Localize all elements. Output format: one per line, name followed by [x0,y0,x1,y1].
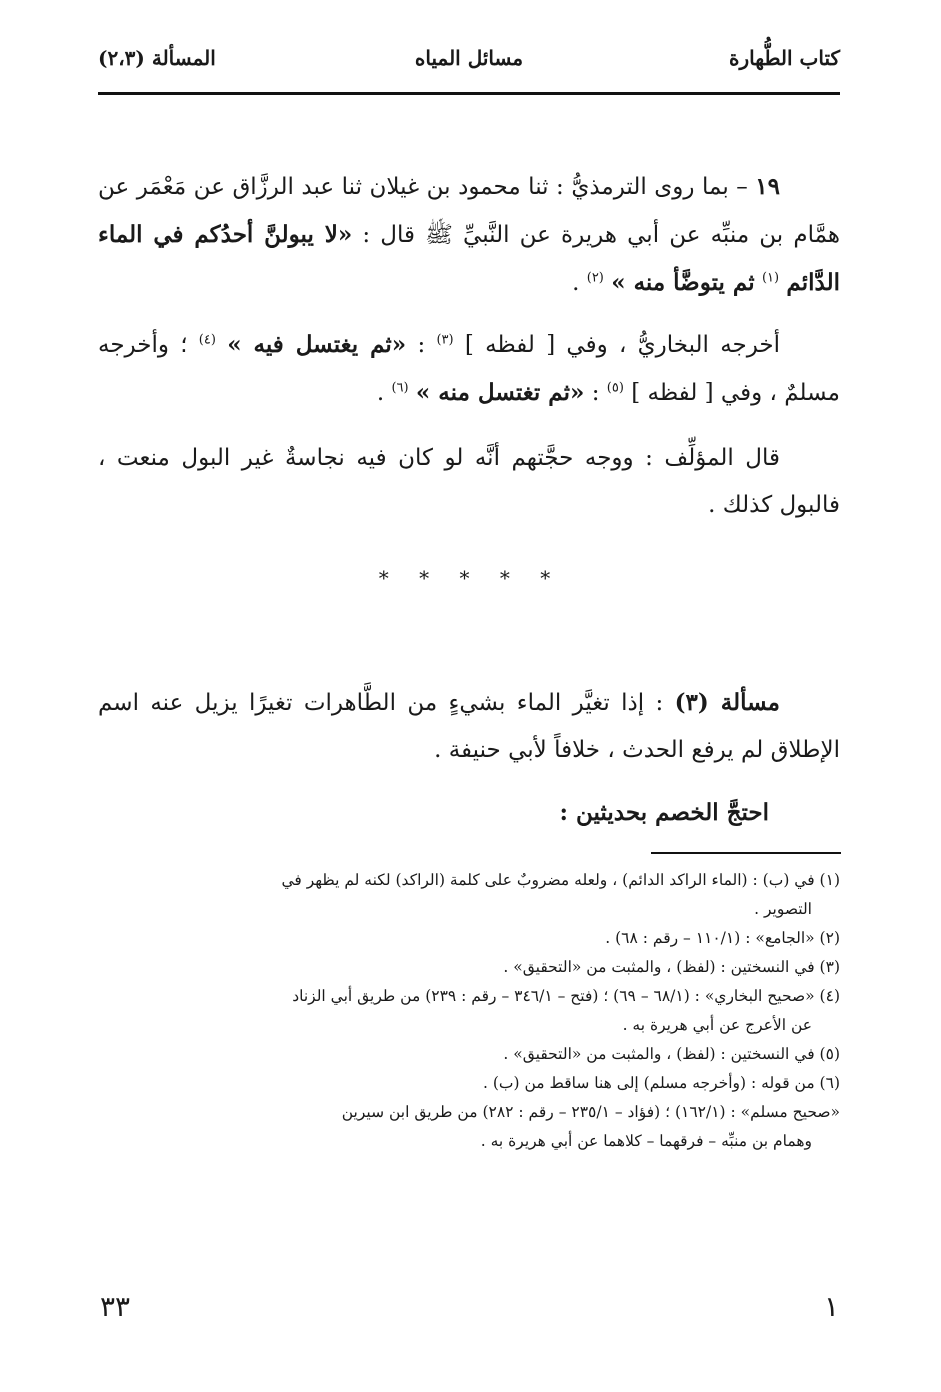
footnote-line: (١) في (ب) : (الماء الراكد الدائم) ، ولعله مضروبٌ على كلمة (الراكد) لكنه لم يظهر في [281,871,840,889]
footnote-rule [651,852,841,854]
full-stop: . [376,380,385,406]
footnote [98,1040,840,1069]
footnotes [98,866,840,1156]
muslim-wording: «ثم تغتسل منه » [415,379,585,406]
masala-label: مسألة (٣) [674,689,780,716]
masala-text: : إذا تغيَّر الماء بشيءٍ من الطَّاهرات تغيرًا يزيل عنه اسم الإطلاق لم يرفع الحدث ، خلافاً لأبي حنيفة . [98,690,840,763]
footnote-line: (٣) في النسختين : (لفظ) ، والمثبت من «التحقيق» . [503,958,840,976]
book-title: كتاب الطُّهارة [729,46,840,70]
footnote-ref: (٢) [586,270,604,286]
page-number: ٣٣ [100,1290,131,1323]
footnote-line: «صحيح مسلم» : (١٦٢/١) ؛ (فؤاد – ٢٣٥/١ – رقم : ٢٨٢) من طريق ابن سيرين [341,1103,840,1121]
chapter-title: مسائل المياه [414,46,524,70]
footnote-continuation: عن الأعرج عن أبي هريرة به . [622,1016,812,1034]
footnote [98,1098,840,1156]
full-stop: . [572,270,580,296]
section-separator: * * * * * [378,566,563,590]
hadith-matn-end: ثم يتوضَّأ منه » [611,269,755,296]
footnote-continuation: وهمام بن منبِّه – فرقهما – كلاهما عن أبي هريرة به . [480,1132,812,1150]
running-head [98,46,840,82]
isnad-text: – بما روى الترمذيُّ : ثنا محمود بن غيلان ثنا عبد الرزَّاق عن مَعْمَر عن همَّام بن منبِّه عن أبي هريرة عن النَّبيِّ ﷺ قال : [98,174,841,248]
hadith-matn: «لا يبولنَّ أحدُكم في الماء الدَّائم [98,221,840,296]
footnote-continuation: التصوير . [754,900,812,918]
takhrij-text: ؛ وأخرجه مسلمٌ ، وفي [ لفظه ] [98,332,840,406]
issue-number: المسألة (٢،٣) [98,46,216,70]
colon: : [417,332,426,358]
takhrij-text: أخرجه البخاريُّ ، وفي [ لفظه ] [464,332,781,358]
footnote [98,953,840,982]
footnote-ref: (٦) [391,380,409,396]
footnote-line: (٥) في النسختين : (لفظ) ، والمثبت من «التحقيق» . [503,1045,840,1063]
footnote-line: (٦) من قوله : (وأخرجه مسلم) إلى هنا ساقط من (ب) . [483,1074,840,1092]
footnote [98,1069,840,1098]
hadith-number: ١٩ [755,173,781,200]
footnote-ref: (٥) [606,380,624,396]
opponent-heading-text: احتجَّ الخصم بحديثين : [559,799,769,826]
bukhari-wording: «ثم يغتسل فيه » [227,331,407,358]
header-rule [98,92,840,95]
takhrij-paragraph [98,321,840,417]
footnote-ref: (٤) [198,332,216,348]
masala-paragraph [98,679,840,774]
signature-number: ١ [823,1290,839,1323]
footnote [98,866,840,924]
colon: : [591,380,600,406]
opponent-heading [559,789,769,837]
footnote-ref: (١) [761,270,780,286]
author-note: قال المؤلِّف : ووجه حجَّتهم أنَّه لو كان فيه نجاسةٌ غير البول منعت ، فالبول كذلك . [98,445,840,518]
footnote [98,982,840,1040]
footnote [98,924,840,953]
footnote-ref: (٣) [436,332,454,348]
footnote-line: (٢) «الجامع» : (١١٠/١ – رقم : ٦٨) . [605,929,840,947]
footnote-line: (٤) «صحيح البخاري» : (٦٨/١ – ٦٩) ؛ (فتح – ٣٤٦/١ – رقم : ٢٣٩) من طريق أبي الزناد [292,987,840,1005]
hadith-paragraph [98,163,840,307]
